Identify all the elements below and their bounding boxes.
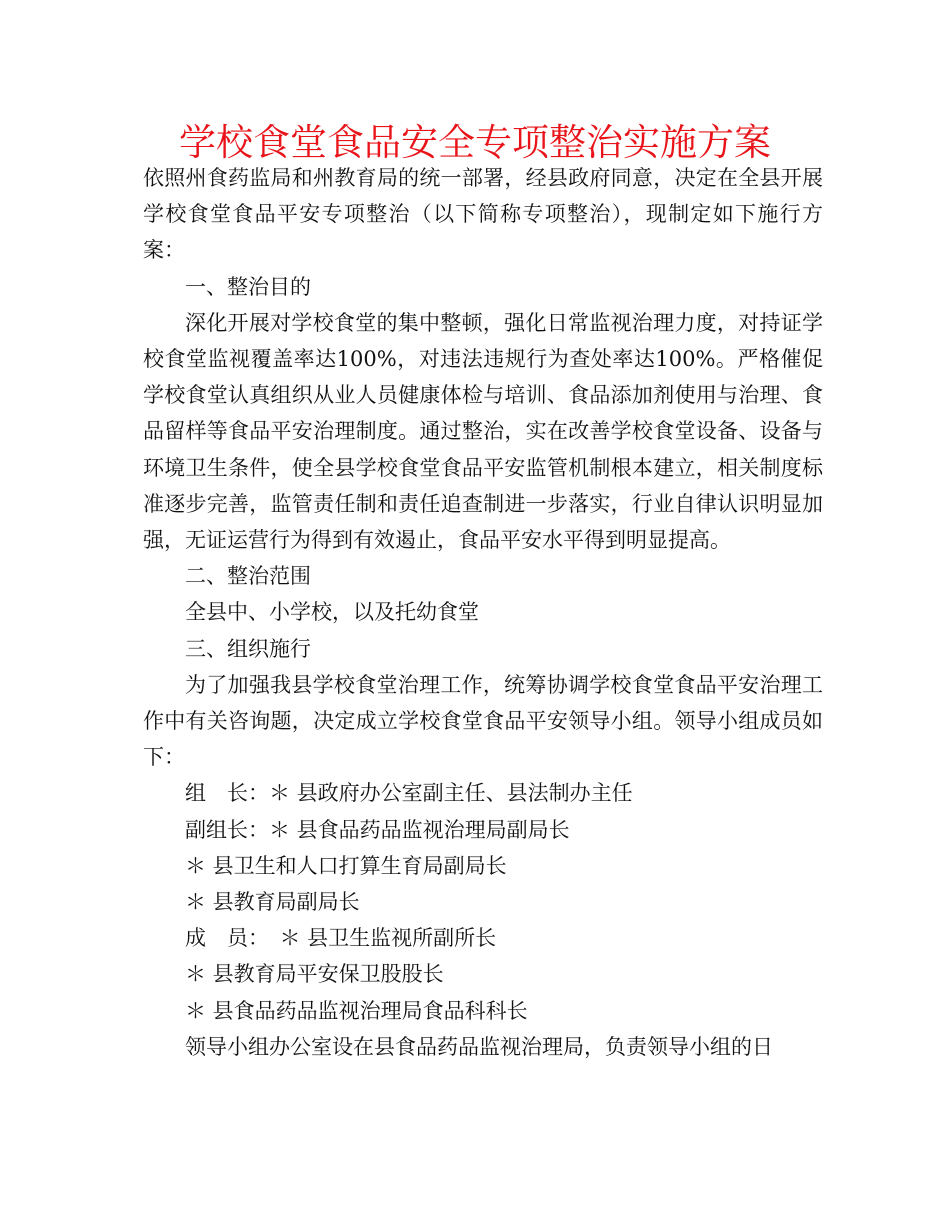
member-line: 组 长：＊ 县政府办公室副主任、县法制办主任 [185, 781, 633, 806]
section-heading-objective: 一、整治目的 [185, 274, 311, 299]
scope-paragraph: 全县中、小学校，以及托幼食堂 [185, 600, 479, 625]
member-line: ＊ 县食品药品监视治理局食品科科长 [185, 998, 528, 1023]
member-line: ＊ 县卫生和人口打算生育局副局长 [185, 853, 507, 878]
organization-paragraph: 为了加强我县学校食堂治理工作，统筹协调学校食堂食品平安治理工作中有关咨询题，决定成立学校食堂食品平安领导小组。领导小组成员如下： [143, 672, 823, 770]
member-line: ＊ 县教育局副局长 [185, 890, 360, 915]
member-line: ＊ 县教育局平安保卫股股长 [185, 962, 444, 987]
section-heading-organization: 三、组织施行 [185, 636, 311, 661]
intro-paragraph: 依照州食药监局和州教育局的统一部署，经县政府同意，决定在全县开展学校食堂食品平安专项整治（以下简称专项整治），现制定如下施行方案： [143, 166, 823, 263]
closing-paragraph: 领导小组办公室设在县食品药品监视治理局，负责领导小组的日 [185, 1034, 773, 1059]
member-line: 副组长：＊ 县食品药品监视治理局副局长 [185, 817, 570, 842]
section-heading-scope: 二、整治范围 [185, 564, 311, 589]
document-title: 学校食堂食品安全专项整治实施方案 [179, 121, 771, 164]
objective-paragraph: 深化开展对学校食堂的集中整顿，强化日常监视治理力度，对持证学校食堂监视覆盖率达100%，对违法违规行为查处率达100%。严格催促学校食堂认真组织从业人员健康体检与培训、食品添加剂使用与治理、食品留样等食品平安治理制度。通过整治，实在改善学校食堂设备、设备与环境卫生条件，使全县学校食堂食品平安监管机制根本建立，相关制度标准逐步完善，监管责任制和责任追查制进一步落实，行业自律认识明显加强，无证运营行为得到有效遏止，食品平安水平得到明显提高。 [143, 310, 823, 553]
member-line: 成 员： ＊ 县卫生监视所副所长 [185, 926, 497, 951]
document-body [143, 160, 823, 1065]
